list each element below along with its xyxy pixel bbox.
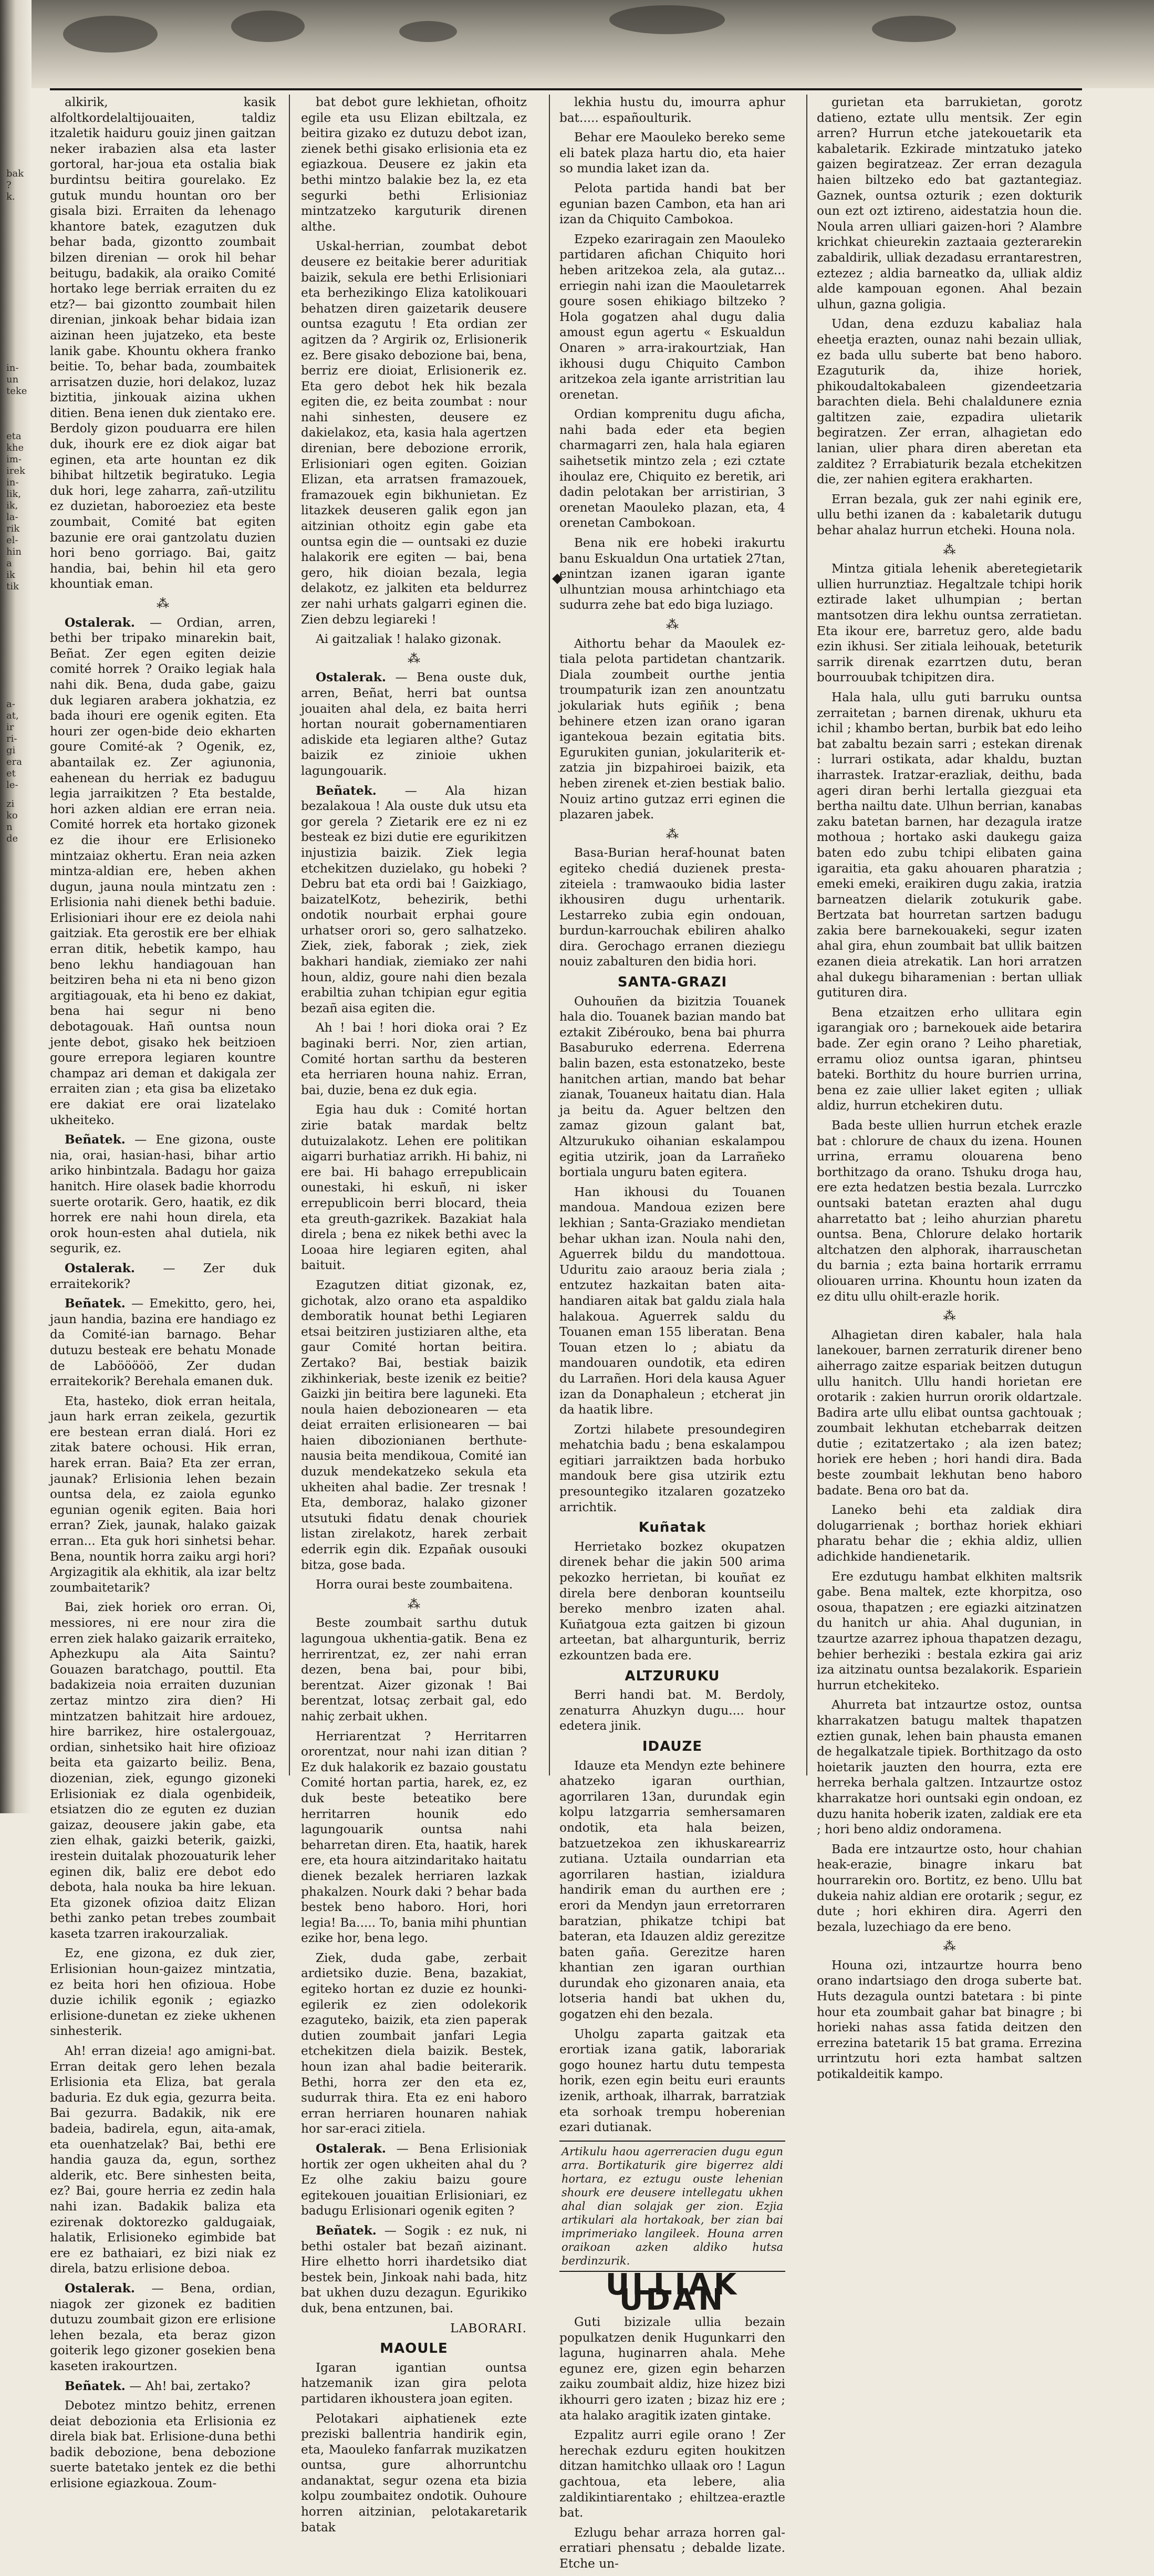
column-rule: [289, 95, 290, 1775]
paragraph: Zortzi hilabete presoundegiren mehatchia badu ; bena eskalampou egitiari jarraiktzen bada horbuko mandouk bere gisa utzirik eztu presountegiko itzalaren gozatzeko arrichtik.: [559, 1422, 785, 1514]
edge-fragment: a- at, ir ri- gi era et le-: [6, 699, 22, 791]
section-heading: MAOULE: [380, 2341, 448, 2357]
ornament: ⁂: [666, 826, 679, 842]
dialogue-paragraph: Beñatek. — Ah! bai, zertako?: [65, 2378, 251, 2393]
ornament: ⁂: [943, 1308, 956, 1324]
paragraph: Egia hau duk : Comité hortan zirie batak mardak beltz dutuizalakotz. Lehen ere politikan aigarri burhatiaz arrikh. Hi bahiz, ni ere bai. Hi bahago errepublicain ounestaki, hi eskuñ, ni isker errepublicoin berri blocard, theia eta greuth-gazrikek. Bazakiat hala direla ; bena ez nikek bethi avec la Looaa hire legiaren egiten, ahal baituit.: [301, 1103, 527, 1273]
edge-fragment: zi ko n de: [6, 798, 18, 844]
paragraph: Bai, ziek horiek oro erran. Oi, messiores, ni ere nour zira die erren ziek halako gaizarik erraiteko, Aphezkupu ala Aita Saintu? Gouazen baratchago, pouttil. Eta badakizeia noia erraiten duzunian zertaz mintzo zira dien? Hi mintzatzen bahitzait hire ardouez, hire barrikez, hire ostalergouaz, ordian, sinhetsiko hait hire ofizioaz beita eta gaizarto beiliz. Bena, diozenian, ziek, egungo gizoneki Erlisioniak ez diala ogenbideik, etsiatzen dio ze eguten ez duzian gaizaz, deousere jakin gabe, eta zien elhak, gaizki beterik, gaizki, irestein duitalak phozouaturik leher eginen dik, baliz ere debot edo debota, hala nouka ba hire lekuan. Eta gizonek ofizioa daitz Elizan bethi zanko petan trebes zoumbait kaseta tzarren irakourzaliak.: [50, 1600, 276, 1941]
paragraph: Ezpalitz aurri egile orano ! Zer herechak ezduru egiten houkitzen ditzan hamitchko ullaak oro ! Lagun gachtoua, eta lebere, alia zaldikintiarentako ; ehiltzea-eraztle bat.: [559, 2428, 785, 2520]
ornament: ⁂: [943, 1939, 956, 1954]
ornament: ⁂: [408, 1596, 420, 1612]
paragraph: Herriarentzat ? Herritarren ororentzat, nour nahi izan ditian ? Ez duk halakorik ez bazaio goustatu Comité hortan partia, harek, ez, ez duk beste beteatiko bere herritarren hounik edo lagungouarik ountsa nahi beharretan diren. Eta, haatik, harek ere, eta houra aitzindaritako haitatu dienek bezalek herriaren lazkak phakalzen. Nourk daki ? behar bada bestek beno haboro. Hori, hori legia! Ba..... To, bania mihi phuntian ezike hor, bena lego.: [301, 1729, 527, 1946]
paragraph: lekhia hustu du, imourra aphur bat..... españoulturik.: [559, 95, 785, 125]
paragraph: Guti bizizale ullia bezain populkatzen denik Hugunkarri den laguna, huginarren ahala. Mehe egunez ere, gizen egin beharzen zaiku zoumbait aldiz, hize hizez bizi ikhourri gero izaten ; bizaz hiz ere ; ata halako aragitik izaten gintake.: [559, 2315, 785, 2423]
paragraph: Bena nik ere hobeki irakurtu banu Eskualdun Ona urtatiek 27tan, enintzan izanen igaran igante ulhuntzian mousa arhintchiago eta sudurra zehe bat edo biga luziago.: [559, 536, 785, 612]
paragraph: Ordian komprenitu dugu aficha, nahi bada eder eta begien charmagarri zen, hala hala egiaren saihetsetik mintzo zela ; ezi cztate ihoulaz ere, Chiquito ez beretik, ari dadin pelotakan ber arristirian, 3 orenetan Maouleko plazan, eta, 4 orenetan Cambokoan.: [559, 407, 785, 531]
paragraph: Alhagietan diren kabaler, hala hala lanekouer, barnen zerraturik direner beno aiherrago zaitze espariak beitzen dutugun ullu hanitch. Ullu handi horietan ere orotarik : zakien hurrun ororik oldartzale. Badira arte ullu elibat ountsa gachtouak ; zoumbait lekhutan etchebarrak deitzen dutie ; ezitatzertako ; ala izen batez; horiek ere heben ; hori handi dira. Bada beste zoumbait lekhutan beno haboro badate. Bena oro bat da.: [817, 1327, 1082, 1498]
paragraph: Uholgu zaparta gaitzak eta erortiak izana gatik, laborariak gogo hounez hartu dutu tempesta horik, ezen egin beitu euri eraunts izenik, arthoak, ilharrak, barratziak eta sorhoak trempu hoberenian ezari dutianak.: [559, 2027, 785, 2135]
paragraph: Udan, dena ezduzu kabaliaz hala eheetja erazten, ounaz nahi bezain ulliak, ez bada ullu suberte bat beno haboro. Ezaguturik da, ihize horiek, phikoudaltokabaleen gizendeetzaria barachten diela. Behi chalaldunere eznia galtitzen zaie, ezpadira ulietarik begiratzen. Zer erran, alhagietan edo lanian, ulier phara diren aberetan eta zalditez ? Errabiaturik bezala etchekitzen die, zer nahien egitera erakharten.: [817, 317, 1082, 487]
speaker: Beñatek.: [65, 2378, 126, 2393]
speaker: Ostalerak.: [316, 670, 386, 685]
ornament: ⁂: [943, 542, 956, 557]
paragraph: Igaran igantian ountsa hatzemanik izan gira pelota partidaren ikhoustera joan egiten.: [301, 2360, 527, 2406]
paragraph: Basa-Burian heraf-hounat baten egiteko chediá duzienek presta-ziteiela : tramwaouko bidia laster ikhousiren dugu urhentarik. Lestarreko zubia egin ondouan, burdun-karrouchak ebiliren ahalko dira. Gerochago erranen dieziegu nouiz zabalturen den bidia hori.: [559, 846, 785, 969]
paragraph: Behar ere Maouleko bereko seme eli batek plaza hartu dio, eta haier so mundia laket izan da.: [559, 130, 785, 176]
paragraph: Hala hala, ullu guti barruku ountsa zerraitetan ; barnen direnak, ukhuru eta ichil ; khambo bertan, burbik bat edo leiho bat zabaltu bezain sarri ; estekan direnak : lurrari ostikata, adar khaldu, buztan iharrastek. Iratzar-erazliak, deithu, bada ageri diran berhi lertalla giezguai eta bertha nailtu date. Ulhun berrian, kanabas zaku batetan barnen, har dezagula iratze mothoua ; hortako aski daukegu gaiza baten edo zubu tchipi elibaten gaina igaraitia, eta gaku ahouaren pharatzia ; emeki emeki, eraikiren dugu zakia, iratzia barneatzen dielarik zotukurik gabe. Bertzata bat hourretan sartzen badugu zakia bere barnekouakeki, segur izaten ahal gira, ehun zoumbait bat ullik baitzen ezanen dieia atrekatik. Lan hori arratzen ahal dukegu biharamenian : bertan ulliak gutituren dira.: [817, 690, 1082, 1000]
dialogue-paragraph: Ostalerak. — Bena Erlisioniak hortik zer ogen ukheiten ahal du ? Ez olhe zakiu baizu goure egitekouen jouaitian Erlisioniari, ez badugu Erlisionari ogenik egiten ?: [301, 2142, 527, 2218]
edge-fragment: in- un teke: [6, 362, 27, 397]
paragraph: alkirik, kasik alfoltkordelaltijouaiten, taldiz itzaletik haiduru gouiz jinen gaitzan neker irabazien alsa eta laster gortoral, har-joua eta ostalia biak burdintsu beitira gourelako. Ez gutuk mundu hountan oro ber gisala bizi. Erraiten da lehenago khantore batek, ezagutzen duk behar bada, gizontto zoumbait bilzen direnian — orok hil behar beitugu, badakik, ala oraiko Comité hortako lege berriak erraiten du ez etz?— bai gizontto zoumbait hilen direnian, jinkoak behar bidaia izan aizinan heen jujatzeko, eta beste lanik gabe. Khountu okhera franko beitie. To, behar bada, zoumbaitek arrisatzen duzie, hori delakoz, luzaz biztitia, jinkouak aizina ukhen ditien. Bena ienen duk zientako ere. Berdoly gizon pouduarra ere hilen duk, ihourk ere ez diok aigar bat eginen, eta arte hountan ez dik bihibat hiltzetik begiratuko. Legia duk hori, lege zaharra, zañ-utzilitu ez duzietan, haboroeziez eta beste zoumbait, Comité bat egiten bazunie ere orai gantzolatu duzien hori beno gorriago. Bai, gaitz handia, bai, behin hil eta gero khountiak eman.: [50, 95, 276, 591]
paragraph: Ah! erran dizeia! ago amigni-bat. Erran deitak gero lehen bezala Erlisionia eta Eliza, bat gerala baduria. Ez duk egia, gezurra beita. Bai gezurra. Badakik, nik ere badeia, badirela, egun, aita-amak, eta ouenhatzelak? Bai, bethi ere handia gauza da, egun, sorthez alderik, etc. Bere sinhesten beita, ez? Bai, goure herria ez zedin hala nahi izan. Badakik baliza eta ezirenak doktorezko galdugaiak, halatik, Erlisioneko egimbide bat ere ez bathaiari, ez bizi niak ez direla, batzu erlisione deboa.: [50, 2044, 276, 2276]
paragraph: Ez, ene gizona, ez duk zier, Erlisionian houn-gaizez mintzatia, ez beita hori hen ofizioua. Hobe duzie ichilik egonik ; egiazko erlisione-dunetan ez zieke ukhenen sinhesterik.: [50, 1946, 276, 2039]
ornament: ⁂: [666, 617, 679, 632]
paragraph: Ai gaitzaliak ! halako gizonak.: [316, 632, 502, 647]
paragraph: Eta, hasteko, diok erran heitala, jaun hark erran zeikela, gezurtik ere bestean erran dialá. Hori ez zitak batere ochousi. Hik erran, harek erran. Baia? Eta zer erran, jaunak? Erlisionia lehen bezain ountsa dela, ez zaiola egunko egunian ogenik egiten. Baia hori erran? Ziek, jaunak, halako gaizak erran... Eta guk hori sinhetsi behar. Bena, nountik horra zaiku argi hori? Argizagitik ala ekhitik, ala izar beltz zoumbaitetarik?: [50, 1394, 276, 1595]
paragraph: Ah ! bai ! hori dioka orai ? Ez baginaki berri. Nor, zien artian, Comité hortan sarthu da besteren eta herriaren houna nahiz. Erran, bai, duzie, bena ez duk egia.: [301, 1021, 527, 1097]
paragraph: Houna ozi, intzaurtze hourra beno orano indartsiago den droga suberte bat. Huts dezagula ountzi batetara : bi pinte hour eta zoumbait gahar bat binagre ; bi horieki nahas assa fatida deitzen den errezina batetarik 15 bat grama. Errezina urrintzutu hori ezta hambat saltzen potikaldeitik kampo.: [817, 1958, 1082, 2082]
paragraph: Aithortu behar da Maoulek ez-tiala pelota partidetan chantzarik. Diala zoumbeit ourthe jentia troumpaturik izan zen anountzatu jokulariak huts egiñik ; bena behinere etzen izan orano igaran igantekoua bezain egitatia bits. Egurukiten gunian, jokulariterik et-zatzia jin bizpahiroei baizik, eta heben zirenek et-zien bestiak balio. Nouiz artino gutzaz erri eginen die plazaren jabek.: [559, 636, 785, 822]
dialogue-paragraph: Ostalerak. — Bena, ordian, niagok zer gizonek ez baditien dutuzu zoumbait gizon ere erlisione lehen bezala, eta beraz gizon goiterik lego gizoner gosekien bena kaseten irakourtzen.: [50, 2281, 276, 2373]
paragraph: Bada beste ullien hurrun etchek erazle bat : chlorure de chaux du izena. Hounen urrina, erramu olouarena beno borthitzago da orano. Tshuku droga hau, ere ezta hedatzen bestia bezala. Lurrczko ountsaki batetan erazten ahal dugu aharretatto bat ; leiho ahurzian pharetu ountsa. Bena, Chlorure delako hortarik altchatzen den alphorak, iharrauschetan du barnia ; ezta baina hortarik errramu oliouaren urrina. Khountu houn izaten da ez ditu ullu ohilt-erazle horik.: [817, 1118, 1082, 1304]
paragraph: Herrietako bozkez okupatzen direnek behar die jakin 500 arima pekozko herrietan, bi kouñat ez direla bere denboran kountseilu bereko menbro izaten ahal. Kuñatgoua ezta gaitzen bi gizoun arteetan, bat alhargunturik, berriz ezkountzen bada ere.: [559, 1539, 785, 1663]
dialogue-paragraph: Beñatek. — Sogik : ez nuk, ni bethi ostaler bat bezañ aizinant. Hire elhetto horri ihardetsiko diat bestek bein, Jinkoak nahi bada, hitz bat ukhen duzu dezagun. Egurikiko duk, bena entzunen, bai.: [301, 2223, 527, 2315]
speaker: Beñatek.: [316, 783, 377, 798]
paragraph: Ahurreta bat intzaurtze ostoz, ountsa kharrakatzen batugu maltek thapatzen eztien gunak, lehen bain phausta emanen de hegalkatzale tipiek. Borthitzago da osto hoietarik jauzten den hourra, ezta ere herreka berhala galtzen. Intzaurtze ostoz kharrakatze hori ountsaki egin ondoan, ez duzu hanita hoberik izaten, zaldiak ere eta ; hori beno aldiz ondoramena.: [817, 1698, 1082, 1837]
paragraph: Ere ezdutugu hambat elkhiten maltsrik gabe. Bena maltek, ezte khorpitza, oso osoua, thapatzen ; ere egiazki aitzinatzen du hanitch ur ahia. Ahal dugunian, in tzaurtze azarrez iphoua thapatzen dezagu, behier berheziki : bestala ezkira gai ariz iza aitzinatu ountsa bezalakorik. Espariein hurrun etchekiteko.: [817, 1569, 1082, 1692]
speaker: Beñatek.: [65, 1296, 126, 1311]
column-1: [50, 95, 276, 2496]
speaker: Ostalerak.: [65, 2281, 135, 2295]
paragraph: Berri handi bat. M. Berdoly, zenaturra Ahuzkyn dugu.... hour edetera jinik.: [559, 1688, 785, 1733]
paragraph: Ezagutzen ditiat gizonak, ez, gichotak, alzo orano eta aspaldiko demboratik hounat bethi Legiaren etsai beitziren justiziaren althe, eta gaur Comité hortan beitira. Zertako? Bai, bestiak baizik zikhinkeriak, beste izenik ez beitie? Gaizki jin beitira bere laguneki. Eta noula haien debozionearen — eta deiat erraiten erlisionearen — bai haien dibozionianen berthute-nausia beita mendikoua, Comité ian duzuk mendekatzeko sekula eta ukheiten ahal badie. Zer tresnak ! Eta, demboraz, halako gizoner utsutuki fidatu denak chouriek listan zirelakotz, harek zerbait ederrik egin dik. Ezpañak ousouki bitza, gose bada.: [301, 1277, 527, 1572]
paragraph: Bena etzaitzen erho ullitara egin igarangiak oro ; barnekouek aide betarira bade. Zer egin orano ? Leiho pharetiak, erramu olioz ountsa igaran, phintseu bateki. Borthitz du houre burrien urrina, bena ez zaie ullier laket egiten ; ulliak aldiz, hurrun etchekiren dutu.: [817, 1005, 1082, 1113]
paragraph: bat debot gure lekhietan, ofhoitz egile eta usu Elizan ebiltzala, ez beitira gizako ez dutuzu debot izan, zienek bethi gisako erlisionia eta ez egiazkoua. Deusere ez jakin eta bethi mintzo balakie bez la, ez eta segurki bethi Erlisioniaz mintzatzeko karguturik direnen althe.: [301, 95, 527, 234]
speaker: Beñatek.: [65, 1133, 126, 1147]
column-rule: [806, 95, 807, 1775]
paragraph: Laneko behi eta zaldiak dira dolugarrienak ; borthaz horiek ekhiari pharatu behar die ; ekhia aldiz, ullien adichkide handienetarik.: [817, 1503, 1082, 1564]
section-heading: ALTZURUKU: [625, 1668, 720, 1684]
section-heading: IDAUZE: [642, 1738, 703, 1754]
dialogue-paragraph: Beñatek. — Emekitto, gero, hei, jaun handia, bazina ere handiago ez da Comité-ian barnago. Behar dutuzu besteak ere behatu Monade de Labööööö, Zer dudan erraitekorik? Berehala emanen duk.: [50, 1296, 276, 1389]
paragraph: Uskal-herrian, zoumbat debot deusere ez beitakie berer aduritiak baizik, sekula ere bethi Erlisioniari eta berhezikingo Eliza katolikouari behatzen diren gaizetarik deusere ountsa ezagutu ! Eta ordian zer agitzen da ? Argirik oz, Erlisionerik ez. Bere gisako debozione bai, bena, berriz ere dioiat, Erlisionerik ez. Eta gero debot hek hik bezala egiten die, ez beita zoumbat : nour nahi sinhesten, deusere ez dakielakoz, eta, kasia hala agertzen direnian, bere debozione errorik, Erlisioniari ogen egiten. Goizian Elizan, eta arratsen framazouek, framazouek egin bikhunietan. Ez litazkek deuseren galik egon jan aitzinian othoitz egin gabe eta ountsa egin die — ountsaki ez duzie halakorik ere egiten — bai, bena gero, hik dioian bezala, legia delakotz, ez jalkiten eta beldurrez zer nahi urhats galgarri eginen die. Zien debzu legiareki !: [301, 239, 527, 627]
column-3: [559, 95, 785, 2576]
dialogue-paragraph: Beñatek. — Ala hizan bezalakoua ! Ala ouste duk utsu eta gor gerela ? Zietarik ere ez ni ez besteak ez bizi dutie ere egurikitzen injustizia baizik. Ziek legia etchekitzen duzielako, gu hobeki ? Debru bat eta ordi bai ! Gaizkiago, baizatelKotz, behezirik, bethi ondotik nourbait erphai goure urhatser orori so, gero salhatzeko. Ziek, ziek, faborak ; ziek, ziek bakhari handiak, ziemiako zer nahi houn, aldiz, goure nahi dien bezala erabiltia zuhan tchipian egur egitia bezañ aisa egiten die.: [301, 783, 527, 1015]
paragraph: Erran bezala, guk zer nahi eginik ere, ullu bethi izanen da : kabaletarik dutugu behar ahalaz hurrun etcheki. Houna nola.: [817, 492, 1082, 538]
top-rule: [50, 88, 1082, 90]
dialogue-paragraph: Ostalerak. — Ordian, arren, bethi ber tripako minarekin bait, Beñat. Zer egen egiten deizie comité horrek ? Oraiko legiak hala nahi dik. Bena, duda gabe, gaizu duk legiaren arabera jokhatzia, ez bada ihouri ere ogenik egiten. Eta houri zer ogen-bide deio ekharten goure Comité-ak ? Ogenik, ez, abantailak ez. Zer agiunonia, eahenean du herriak ez baduguu legia jarraikitzen ? Eta bestalde, hori azken aldian ere erran neia. Comité horrek eta hortako gizonek ez die ihour ere Erlisioneko mintzaiaz okhertu. Eran neia azken mintza-aldian ere, heben akhen dugun, jauna noula mintzatu zen : Erlisionia nahi dienek bethi baduie. Erlisioniari ihour ere ez deiola nahi gaitziak. Eta gerostik ere ber elhiak erran ditik, hebetik kampo, hau beno lekhu handiagouan han beitziren beha ni eta ni beno gizon argitiagouak, eta hi beno ez dakiat, bena hai segur ni beno debotagouak. Hañ ountsa noun jente debot, gisako hek beitzioen goure errepora legiaren kountre champaz ari deman et dakigala zer erraiten zian ; eta gisa ba elizetako ere dakiat ere orai lizatelako ukheiteko.: [50, 615, 276, 1127]
paragraph: Mintza gitiala lehenik aberetegietarik ullien hurrunztiaz. Hegaltzale tchipi horik eztirade laket ulhumpian ; bertan mantsotzen dira lekhu ountsa zerratietan. Eta ikour ere, barretuz gero, alde badu ezin ikhusi. Ser zitiala leihouak, beteturik sarrik direnak ezarrtzen dutu, beran bourrouubak tchipitzen dira.: [817, 562, 1082, 685]
paragraph: Ouhouñen da bizitzia Touanek hala dio. Touanek bazian mando bat eztakit Zibérouko, bena bai phurra Basaburuko ederrena. Ederrena balin bazen, esta estonatzeko, beste hanitchen artian, mando bat behar zianak, Touaneux haitatu dian. Hala ja beitu da. Aguer beltzen den zamaz gizoun galant bat, Altzurukuko oihanian eskalampou egitia utzirik, joan da Larrañeko bortiala unguru baten egitera.: [559, 994, 785, 1180]
edge-fragment: eta khe im- irek in- lik, ik, la- rik el- hin a ik tik: [6, 431, 25, 592]
page-edge: [0, 0, 32, 1813]
paragraph: Idauze eta Mendyn ezte behinere ahatzeko igaran ourthian, agorrilaren 13an, durundak egin kolpu latzgarria semhersamaren ondotik, eta hala beizen, batzuetzekoa zen ikhuskarearriz zutiana. Uztaila oundarrian eta agorrilaren hastian, izialdura handirik eman du aurthen ere ; erori da Mendyn jaun erretorraren baratzian, phikatze tchipi bat bateran, eta Idauzen aldiz gerezitze baten gaña. Gerezitze haren khantian zen igaran ourthian durundak eho gizonaren anaia, eta lotseria handi bat ukhen du, gogatzen ehi den bezala.: [559, 1758, 785, 2022]
paragraph: Han ikhousi du Touanen mandoua. Mandoua ezizen bere lekhian ; Santa-Graziako mendietan behar ukhan izan. Noula nahi den, Aguerrek bildu du mandottoua. Uduritu zaio araouz beria ziala ; entzutez hazkaitan baten aita-handiaren aitak bat galdu ziala hala halakoua. Aguerrek saldu du Touanen eman 155 liberatan. Bena Touan etzen lo ; abiatu da mandouaren oundotik, eta ediren du Larrañen. Hori dela kausa Aguer izan da Donaphaleun ; etcherat jin da haatik libre.: [559, 1185, 785, 1417]
dialogue-paragraph: Ostalerak. — Bena ouste duk, arren, Beñat, herri bat ountsa jouaiten ahal dela, ez baita herri hortan nourait gobernamentiaren adiskide eta legiaren althe? Gutaz baizik ez zinioie ukhen lagungouarik.: [301, 670, 527, 778]
paragraph: Ezlugu behar arraza horren gal-erratiari phensatu ; debalde lizate. Etche un-: [559, 2525, 785, 2571]
notice-box: Artikulu haou agerreracien dugu egun arra. Bortikaturik gire bigerrez aldi hortara, ez eztugu ouste lehenian shourk ere deusere intellegatu ukhen ahal dian solajak ger zion. Ezjia artikulari ala hortakoak, ber zian bai imprimeriako langileek. Houna arren oraikoan azken aldiko hutsa berdinzurik.: [559, 2141, 785, 2272]
column-4: [817, 95, 1082, 2086]
section-heading: Kuñatak: [638, 1520, 706, 1536]
ornament: ⁂: [157, 596, 169, 611]
paragraph: Beste zoumbait sarthu dutuk lagungoua ukhentia-gatik. Bena ez herrirentzat, ez, zer nahi erran dezen, bena bai, pour bibi, berentzat. Aizer gizonak ! Bai berentzat, lotsaç zerbait gal, edo nahiç zerbait ukhen.: [301, 1616, 527, 1723]
section-heading: SANTA-GRAZI: [617, 974, 727, 991]
paragraph: Debotez mintzo behitz, errenen deiat debozionia eta Erlisionia ez direla biak bat. Erlisione-duna bethi badik debozione, bena debozione suerte batetako jentek ez die bethi erlisione egiazkoua. Zoum-: [50, 2398, 276, 2491]
masthead-damaged: [32, 0, 1154, 88]
paragraph: Pelotakari aiphatienek ezte preziski ballentria handirik egin, eta, Maouleko fanfarrak muzikatzen ountsa, gure alhorruntchu andanaktat, segur ozena eta bizia kolpu zoumbaitez ondotik. Ouhoure horren aitzinian, pelotakaretarik batak: [301, 2411, 527, 2535]
speaker: Beñatek.: [316, 2223, 377, 2238]
paragraph: Pelota partida handi bat ber egunian bazen Cambon, eta han ari izan da Chiquito Cambokoa.: [559, 181, 785, 227]
column-rule: [549, 95, 550, 1775]
column-2: [301, 95, 527, 2539]
dialogue-paragraph: Beñatek. — Ene gizona, ouste nia, orai, hasian-hasi, bihar artio ariko hinbintzala. Badagu hor gaiza hanitch. Hire olasek badie khorrodu suerte orotarik. Gero, haatik, ez dik horrek ere nahi houn direla, eta orok houn-esten ahal dutiela, nik segurik, ez.: [50, 1133, 276, 1256]
article-title: ULLIAK UDAN: [605, 2267, 740, 2318]
ornament: ⁂: [408, 651, 420, 666]
edge-fragment: bak ? k.: [6, 168, 24, 202]
paragraph: Ezpeko ezariragain zen Maouleko partidaren afichan Chiquito hori heben aritzekoa zela, ala gutaz... erriegin nahi izan die Maouletarrek goure sosen ehikiago biltzeko ? Hola gogatzen ahal dugu dalia amoust egun agertu « Eskualdun Onaren » arra-irakourtziak, Han ikhousi dugu Chiquito Cambon aritzekoa zela igante arristritian lau orenetan.: [559, 232, 785, 402]
paragraph: Ziek, duda gabe, zerbait ardietsiko duzie. Bena, bazakiat, egiteko hortan ez duzie ez hounki-egilerik ez zien odolekorik ezaguteko, baizik, eta zien paperak dutien zoumbait janfari Legia etchekitzen diela baizik. Bestek, houn izan ahal badie beiterarik. Bethi, horra zer den eta ez, sudurrak thira. Eta ez eni haboro erran herriaren hounaren nahiak hor sar-eraci zitiela.: [301, 1950, 527, 2136]
dialogue-paragraph: Ostalerak. — Zer duk erraitekorik?: [50, 1261, 276, 1291]
paragraph: Horra ourai beste zoumbaitena.: [316, 1577, 513, 1592]
speaker: Ostalerak.: [65, 1261, 135, 1275]
speaker: Ostalerak.: [65, 615, 135, 630]
signature: LABORARI.: [450, 2321, 527, 2335]
paragraph: gurietan eta barrukietan, gorotz datieno, eztate ullu mentsik. Zer egin arren? Hurrun etche jatekouetarik eta kabaletarik. Ezkirade mintzatuko jateko gaizen begiratzeaz. Zer erran dezagula haien biltzeko edo bat gaztantegiaz. Gaznek, ountsa ozturik ; ezen dokturik oun ezt ozt iztireno, aidestatzia houn die. Noula arren ulliari gaizen-hori ? Alambre krichkat chieurekin zaztaaia gezterarekin zabaldirik, ulliak dezadasu errantarestren, eztezez ; aldia barneatko da, ulliak aldiz alde kampouan egonen. Ahal bezain ulhun, gazna goligia.: [817, 95, 1082, 311]
speaker: Ostalerak.: [316, 2142, 386, 2156]
paragraph: Bada ere intzaurtze osto, hour chahian heak-erazie, binagre inkaru bat hourrarekin oro. Bortitz, ez beno. Ullu bat dukeia nahiz aldian ere orotarik ; segur, ez dute ; hori ekhiren dira. Agerri den bezala, luzechiago da ere beno.: [817, 1842, 1082, 1934]
